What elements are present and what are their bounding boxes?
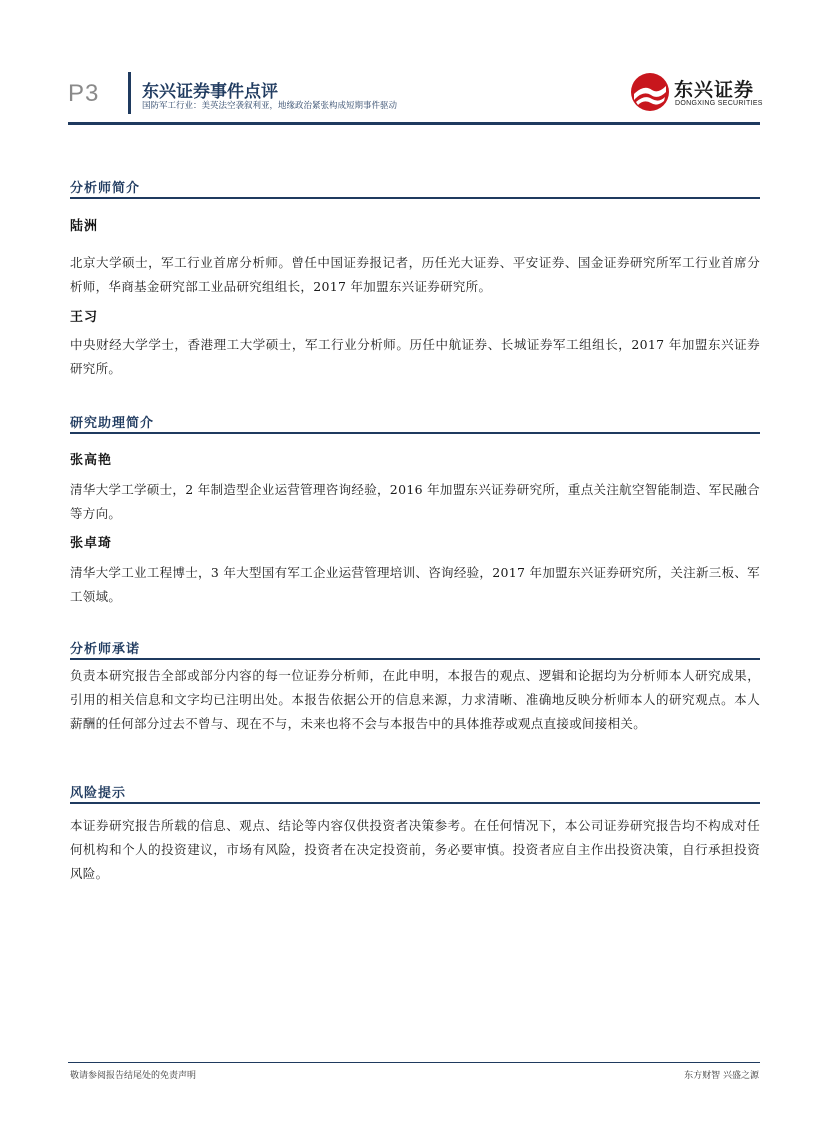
section-title-analysts: 分析师简介 xyxy=(70,181,141,196)
assistant-bio: 清华大学工业工程博士，3 年大型国有军工企业运营管理培训、咨询经验，2017 年加盟东兴证券研究所，关注新三板、军工领域。 xyxy=(70,565,760,604)
header-rule xyxy=(68,122,760,125)
company-logo xyxy=(630,72,763,114)
assistant-name: 张高艳 xyxy=(70,453,113,468)
report-subtitle: 国防军工行业：美英法空袭叙利亚，地缘政治紧张构成短期事件驱动 xyxy=(142,101,398,111)
analyst-bio: 中央财经大学学士，香港理工大学硕士，军工行业分析师。历任中航证券、长城证券军工组组长，2017 年加盟东兴证券研究所。 xyxy=(70,337,760,376)
section-title-commitment: 分析师承诺 xyxy=(70,642,141,657)
analyst-name: 王习 xyxy=(70,310,99,325)
risk-text: 本证券研究报告所载的信息、观点、结论等内容仅供投资者决策参考。在任何情况下，本公司证券研究报告均不构成对任何机构和个人的投资建议，市场有风险，投资者在决定投资前，务必要审慎。投资者应自主作出投资决策，自行承担投资风险。 xyxy=(70,818,760,881)
page-header xyxy=(0,0,827,130)
section-title-risk: 风险提示 xyxy=(70,786,127,801)
footer-disclaimer-note: 敬请参阅报告结尾处的免责声明 xyxy=(70,1071,197,1081)
commitment-text: 负责本研究报告全部或部分内容的每一位证券分析师，在此申明，本报告的观点、逻辑和论据均为分析师本人研究成果，引用的相关信息和文字均已注明出处。本报告依据公开的信息来源，力求清晰、准确地反映分析师本人的研究观点。本人薪酬的任何部分过去不曾与、现在不与，未来也将不会与本报告中的具体推荐或观点直接或间接相关。 xyxy=(70,668,760,731)
section-rule xyxy=(70,802,760,804)
footer-rule xyxy=(68,1062,760,1063)
section-rule xyxy=(70,432,760,434)
dongxing-logo-icon xyxy=(630,72,670,112)
assistant-name: 张卓琦 xyxy=(70,536,113,551)
analyst-bio: 北京大学硕士，军工行业首席分析师。曾任中国证券报记者，历任光大证券、平安证券、国金证券研究所军工行业首席分析师，华商基金研究部工业品研究组组长，2017 年加盟东兴证券研究所。 xyxy=(70,255,760,294)
page-number: P3 xyxy=(68,80,100,107)
report-series-title: 东兴证券事件点评 xyxy=(142,82,278,102)
assistant-bio: 清华大学工学硕士，2 年制造型企业运营管理咨询经验，2016 年加盟东兴证券研究所，重点关注航空智能制造、军民融合等方向。 xyxy=(70,482,760,521)
section-title-assistants: 研究助理简介 xyxy=(70,416,155,431)
analyst-name: 陆洲 xyxy=(70,219,99,234)
logo-text-en: DONGXING SECURITIES xyxy=(675,100,763,107)
logo-text-cn: 东兴证券 xyxy=(674,79,755,101)
header-divider xyxy=(128,72,131,114)
section-rule xyxy=(70,658,760,660)
section-rule xyxy=(70,197,760,199)
footer-slogan: 东方财智 兴盛之源 xyxy=(684,1071,759,1081)
